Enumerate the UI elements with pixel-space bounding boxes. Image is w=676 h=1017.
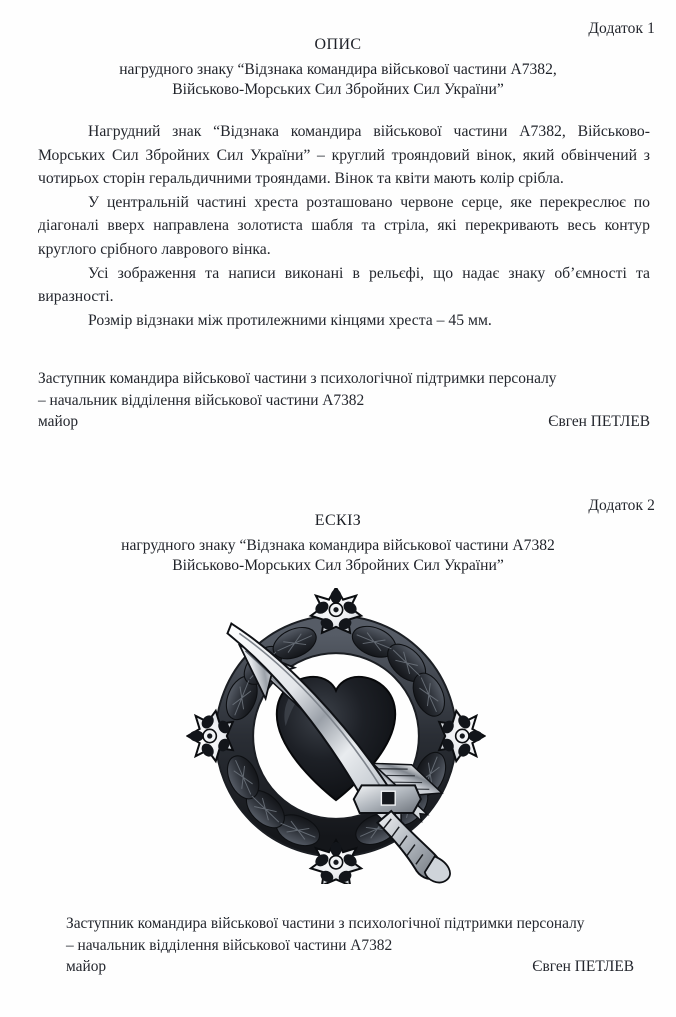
paragraph-3: Усі зображення та написи виконані в рельєфі, що надає знаку об’ємності та виразності. [38, 264, 650, 306]
signature-1-name: Євген ПЕТЛЕВ [548, 413, 650, 430]
paragraph-1: Нагрудний знак “Відзнака командира військової частини А7382, Військово-Морських Сил Збройних Сил України” – круглий трояндовий вінок, який обвінчений з чотирьох сторін геральдичними трояндами. Вінок та квіти мають колір срібла. [38, 123, 650, 188]
page-title-eskiz: ЕСКІЗ [314, 512, 362, 529]
paragraph-2: У центральній частині хреста розташовано червоне серце, яке перекреслює по діагоналі вверх направлена золотиста шабля та стріла, які перекривають весь контур круглого срібного лаврового вінка. [38, 193, 650, 258]
badge-emblem-graphic [186, 588, 486, 884]
description-body [38, 120, 650, 332]
signature-2-rank: майор [66, 958, 107, 975]
subtitle-line-2a: нагрудного знаку “Відзнака командира військової частини А7382 [121, 537, 555, 554]
appendix-label-2: Додаток 2 [588, 497, 655, 514]
signature-1-line-2: – начальник відділення військової частини А7382 [38, 391, 365, 409]
signature-2-name: Євген ПЕТЛЕВ [532, 958, 634, 975]
signature-1-rank-row [38, 411, 650, 433]
subtitle-block-1 [0, 60, 676, 100]
signature-1-rank: майор [38, 413, 79, 430]
signature-block-2 [66, 913, 634, 978]
appendix-label-1: Додаток 1 [588, 20, 655, 37]
signature-2-line-2: – начальник відділення військової частини А7382 [66, 936, 393, 954]
subtitle-block-2 [0, 536, 676, 576]
signature-block-1 [38, 368, 650, 433]
signature-2-rank-row [66, 956, 634, 978]
saber-crossguard [354, 785, 421, 813]
subtitle-line-1a: нагрудного знаку “Відзнака командира військової частини А7382, [119, 61, 557, 78]
paragraph-4: Розмір відзнаки між протилежними кінцями хреста – 45 мм. [88, 311, 492, 329]
signature-1-line-1: Заступник командира військової частини з психологічної підтримки персоналу [38, 370, 557, 387]
subtitle-line-2b: Військово-Морських Сил Збройних Сил України” [172, 557, 504, 574]
badge-emblem [186, 588, 486, 884]
signature-2-line-1: Заступник командира військової частини з психологічної підтримки персоналу [66, 915, 585, 932]
subtitle-line-1b: Військово-Морських Сил Збройних Сил України” [172, 81, 504, 98]
page-title-opys: ОПИС [314, 36, 362, 53]
